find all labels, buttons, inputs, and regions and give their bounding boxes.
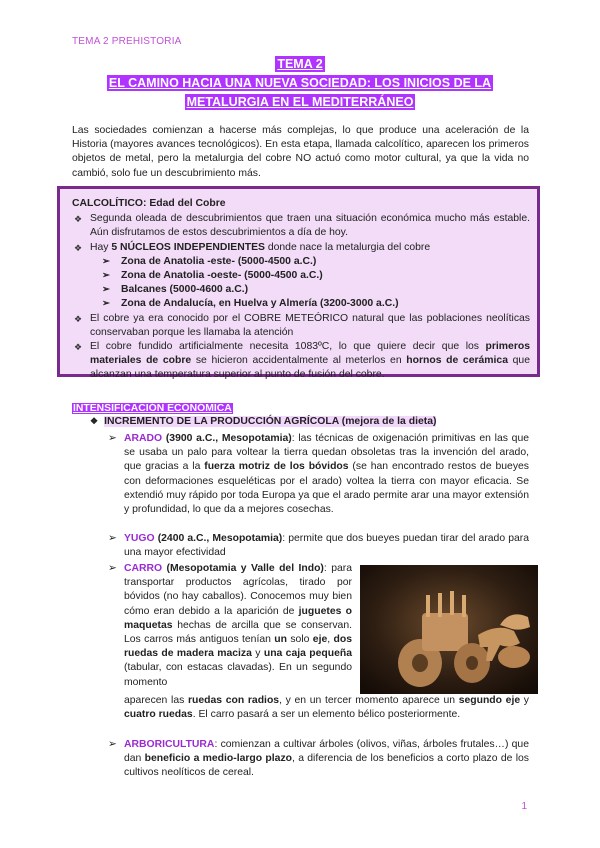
diamond-bullet-icon: ❖ bbox=[74, 342, 83, 353]
item-carro: ➢ CARRO (Mesopotamia y Valle del Indo): para transportar productos agrícolas, tirado por bóvidos (no hay caballos). Conocemos muy bien cómo eran debido a la aparición de juguetes o maquetas hechas de arcilla que se conservan. Los carros más antiguos tenían un solo eje, dos ruedas de madera maciza y una caja pequeña (tabular, con estacas clavadas). En un segundo momento bbox=[108, 563, 352, 688]
arrow-bullet-icon: ➢ bbox=[102, 284, 110, 296]
arrow-bullet-icon: ➢ bbox=[108, 533, 117, 544]
section-heading: INTENSIFICACIÓN ECONÓMICA bbox=[73, 403, 232, 414]
box-heading: CALCOLÍTICO: Edad del Cobre bbox=[72, 198, 226, 209]
title-line-3: METALURGIA EN EL MEDITERRÁNEO bbox=[186, 95, 414, 109]
diamond-bullet-icon: ❖ bbox=[74, 242, 83, 253]
title-line-1: TEMA 2 bbox=[277, 57, 323, 71]
nucleo-item: ➢ Zona de Anatolia -este- (5000-4500 a.C.) bbox=[72, 255, 530, 269]
box-bullet-1: ❖ Segunda oleada de descubrimientos que traen una situación económica mucho más estable. Aún disfrutamos de estos descubrimientos a día de hoy. bbox=[74, 213, 530, 239]
subsection-heading: ❖ INCREMENTO DE LA PRODUCCIÓN AGRÍCOLA (mejora de la dieta) bbox=[90, 416, 437, 427]
arrow-bullet-icon: ➢ bbox=[108, 563, 117, 574]
item-yugo: ➢ YUGO (2400 a.C., Mesopotamia): permite que dos bueyes puedan tirar del arado para una mayor efectividad bbox=[108, 533, 529, 559]
item-carro-cont: aparecen las ruedas con radios, y en un tercer momento aparece un segundo eje y cuatro ruedas. El carro pasará a ser un elemento bélico posteriormente. bbox=[124, 695, 529, 721]
arrow-bullet-icon: ➢ bbox=[102, 255, 110, 267]
running-header: TEMA 2 PREHISTORIA bbox=[72, 36, 182, 47]
arrow-bullet-icon: ➢ bbox=[102, 298, 110, 310]
diamond-bullet-icon: ❖ bbox=[90, 416, 99, 426]
nucleo-item: ➢ Zona de Andalucía, en Huelva y Almería (3200-3000 a.C.) bbox=[72, 297, 530, 311]
calcolitico-box bbox=[57, 186, 540, 381]
nucleo-item: ➢ Balcanes (5000-4600 a.C.) bbox=[72, 283, 530, 297]
clay-cart-photo bbox=[360, 565, 538, 694]
arrow-bullet-icon: ➢ bbox=[108, 433, 117, 444]
box-bullet-2: ❖ Hay 5 NÚCLEOS INDEPENDIENTES donde nace la metalurgia del cobre bbox=[72, 241, 530, 255]
page-number: 1 bbox=[521, 801, 527, 812]
item-arboricultura: ➢ ARBORICULTURA: comienzan a cultivar árboles (olivos, viñas, árboles frutales…) que dan beneficio a medio-largo plazo, a diferencia de los beneficios a corto plazo de los cultivos neolíticos de cereal. bbox=[108, 739, 529, 779]
item-arado: ➢ ARADO (3900 a.C., Mesopotamia): las técnicas de oxigenación primitivas en las que se usaba un palo para voltear la tierra quedan obsoletas tras la invención del arado, que gracias a la fuerza motriz de los bóvidos (se han encontrado restos de bueyes con deformaciones esqueléticas por el arado) voltea la tierra con mayor eficacia. Se extendió muy rápido por toda Europa ya que el arado permite arar una mayor extensión y profundidad, lo que da a mejores cosechas. bbox=[108, 433, 529, 516]
box-bullet-3: ❖ El cobre ya era conocido por el COBRE METEÓRICO natural que las poblaciones neolíticas conservaban porque les llamaba la atención bbox=[74, 312, 530, 338]
nucleo-item: ➢ Zona de Anatolia -oeste- (5000-4500 a.C.) bbox=[72, 269, 530, 283]
title-line-2: EL CAMINO HACIA UNA NUEVA SOCIEDAD: LOS INICIOS DE LA bbox=[108, 76, 492, 90]
arrow-bullet-icon: ➢ bbox=[102, 270, 110, 282]
intro-paragraph: Las sociedades comienzan a hacerse más complejas, lo que produce una aceleración de la Historia (mayores avances tecnológicos). En esta etapa, llamada calcolítico, aparecen los primeros objetos de metal, pero la metalurgia del cobre NO actuó como motor cultural, ya que la vida no cambió, solo fue un descubrimiento más. bbox=[72, 125, 529, 179]
diamond-bullet-icon: ❖ bbox=[74, 313, 83, 324]
diamond-bullet-icon: ❖ bbox=[74, 214, 83, 225]
box-bullet-4: ❖ El cobre fundido artificialmente necesita 1083ºC, lo que quiere decir que los primeros materiales de cobre se hicieron accidentalmente al meterlos en hornos de cerámica que alcanzan una temperatura superior al punto de fusión del cobre. bbox=[74, 341, 530, 381]
document-title bbox=[60, 55, 540, 112]
arrow-bullet-icon: ➢ bbox=[108, 739, 117, 750]
